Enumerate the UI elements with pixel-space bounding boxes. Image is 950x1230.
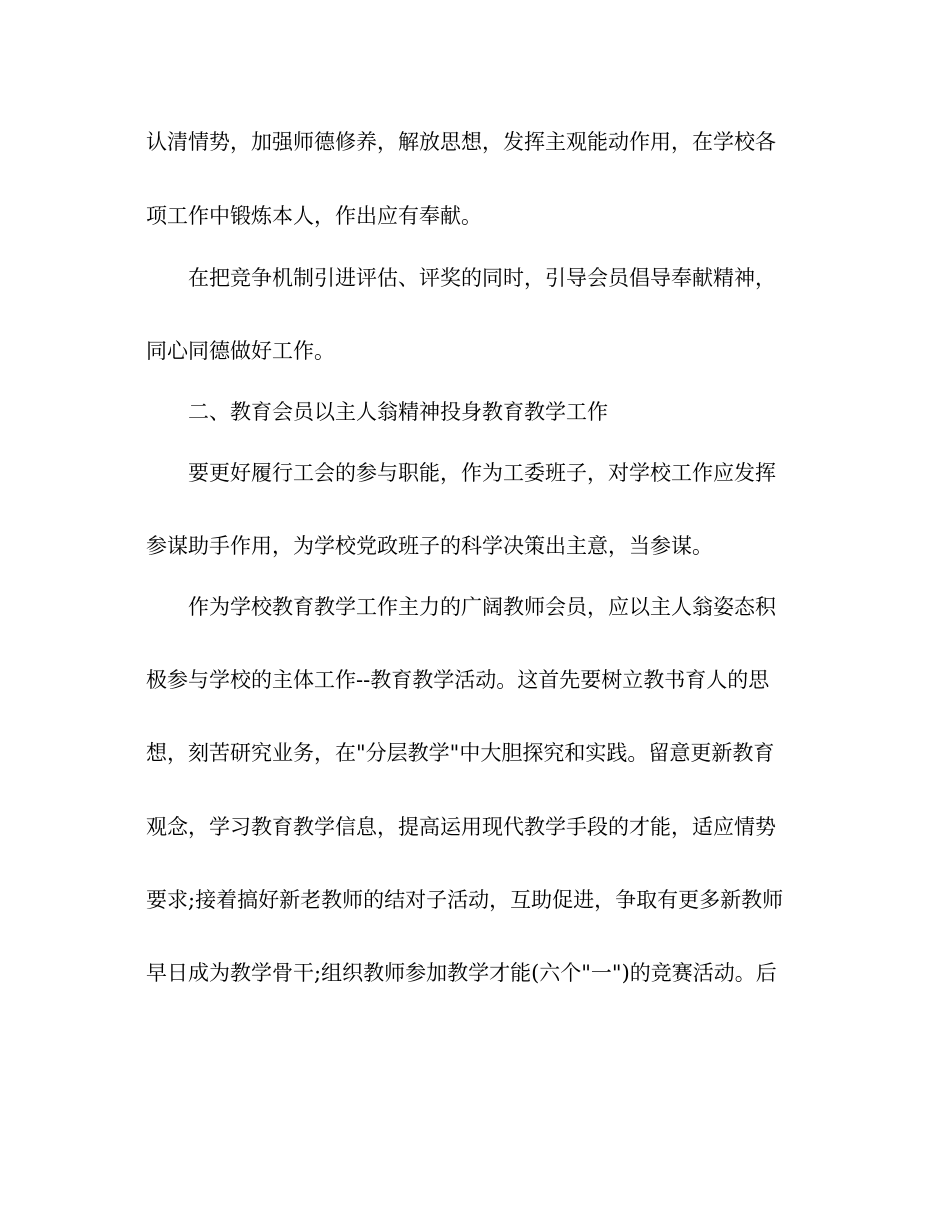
paragraph-first-line: 在把竞争机制引进评估、评奖的同时，引导会员倡导奉献精神， — [188, 266, 776, 290]
paragraph-line: 观念，学习教育教学信息，提高运用现代教学手段的才能，适应情势 — [146, 815, 776, 839]
section-heading: 二、教育会员以主人翁精神投身教育教学工作 — [188, 400, 608, 424]
paragraph-line: 极参与学校的主体工作--教育教学活动。这首先要树立教书育人的思 — [146, 668, 770, 692]
paragraph-line: 参谋助手作用，为学校党政班子的科学决策出主意，当参谋。 — [146, 534, 713, 558]
paragraph-first-line: 作为学校教育教学工作主力的广阔教师会员，应以主人翁姿态积 — [188, 595, 776, 619]
paragraph-line: 项工作中锻炼本人，作出应有奉献。 — [146, 204, 482, 228]
paragraph-line: 想，刻苦研究业务，在"分层教学"中大胆探究和实践。留意更新教育 — [146, 741, 775, 765]
paragraph-first-line: 要更好履行工会的参与职能，作为工委班子，对学校工作应发挥 — [188, 461, 776, 485]
paragraph-line: 同心同德做好工作。 — [146, 339, 335, 363]
paragraph-line: 要求;接着搞好新老教师的结对子活动，互助促进，争取有更多新教师 — [146, 888, 784, 912]
paragraph-line: 早日成为教学骨干;组织教师参加教学才能(六个"一")的竞赛活动。后 — [146, 961, 777, 985]
paragraph-line: 认清情势，加强师德修养，解放思想，发挥主观能动作用，在学校各 — [146, 130, 776, 154]
